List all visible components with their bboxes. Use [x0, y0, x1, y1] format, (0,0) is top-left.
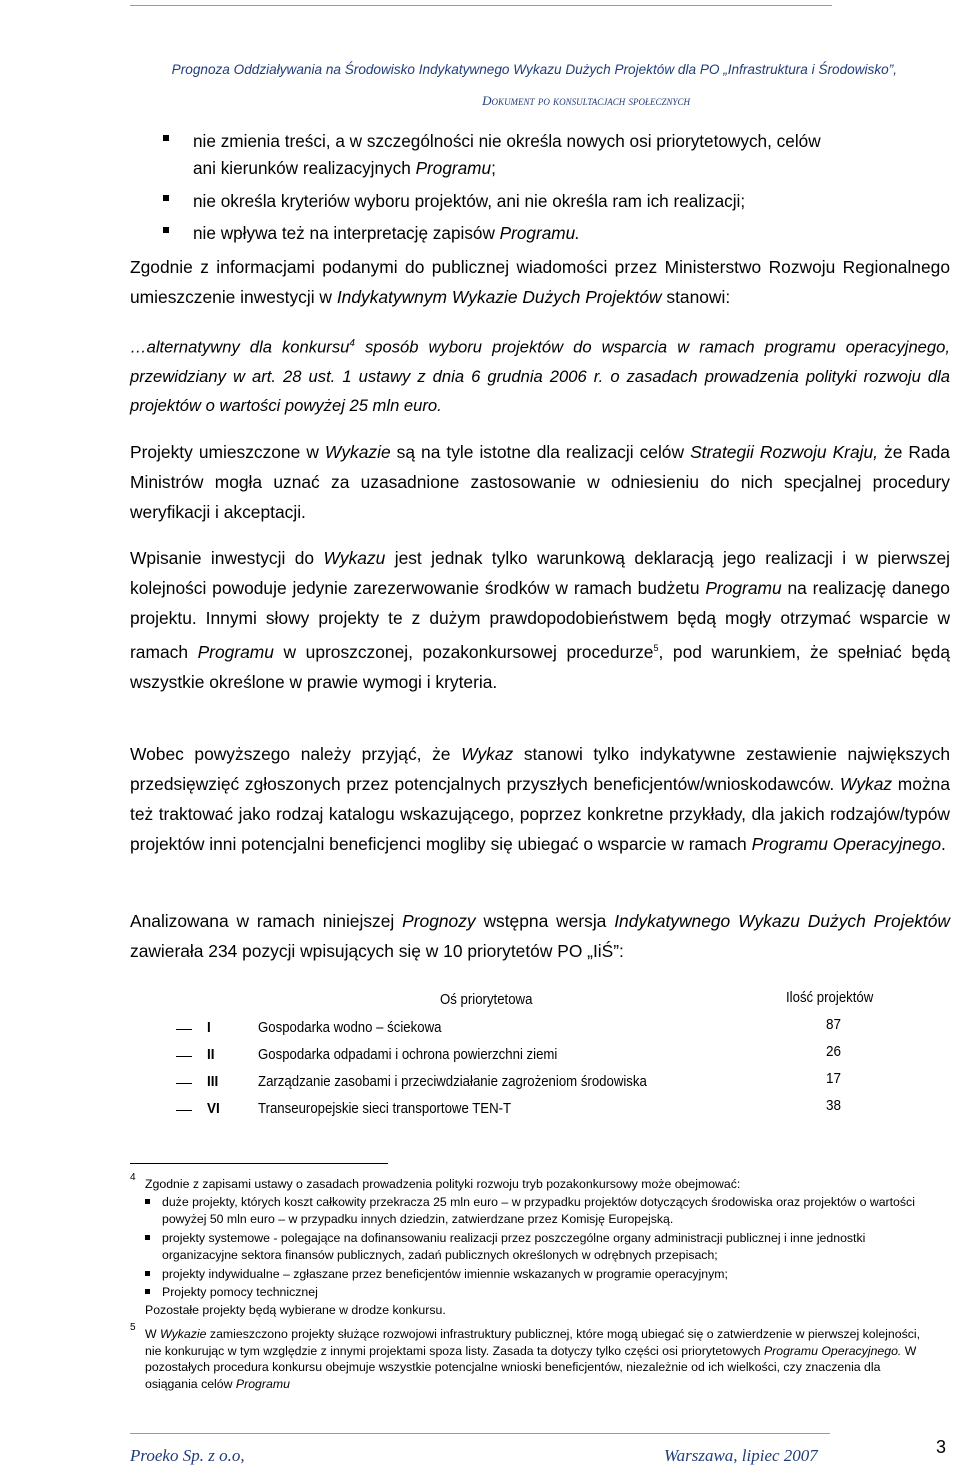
paragraph-2	[130, 437, 950, 527]
row-count: 26	[826, 1043, 842, 1060]
footnote-text: W	[145, 1327, 161, 1341]
footnote-bullet-text: projekty systemowe - polegające na dofinansowaniu realizacji przez poszczególne organy administracji publicznej i inne jednostki organizacyjne sektora finansów publicznych, zadań publicznych określonych w odrębnych przepisach;	[162, 1231, 866, 1262]
footnote-bullet-text: Projekty pomocy technicznej	[162, 1285, 318, 1299]
dash-icon	[176, 1083, 192, 1084]
paragraph-emphasis: Programu	[197, 641, 274, 662]
paragraph-1	[130, 252, 950, 312]
footnote-text: W pozostałych procedura konkursu obejmuje wszystkie potencjalne wnioski beneficjentów, niezależnie od ich wielkości, czy znaczenia dla osiągania celów	[145, 1343, 917, 1391]
footnote-emphasis: Wykazie	[160, 1327, 207, 1341]
paragraph-text: że Rada Ministrów mogła uznać za uzasadnione zastosowanie w odniesieniu do nich specjalnej procedury weryfikacji i akceptacji.	[130, 442, 950, 522]
row-number: III	[207, 1073, 219, 1090]
footnote-ref: 5	[653, 643, 659, 653]
paragraph-text: jest jednak tylko warunkową deklaracją jego realizacji i w pierwszej kolejności powoduje jedynie zarezerwowanie środków w ramach budżetu	[130, 548, 950, 598]
paragraph-text: na realizację danego projektu. Innymi słowy projekty te z dużym prawdopodobieństwem będą mogły otrzymać wsparcie w ramach	[130, 578, 950, 662]
paragraph-emphasis: Wykaz	[839, 774, 893, 794]
footnote-emphasis: Programu Operacyjnego.	[763, 1343, 902, 1358]
row-name: Gospodarka wodno – ściekowa	[258, 1019, 442, 1036]
row-count: 17	[826, 1070, 842, 1087]
footnote-bullet-text: projekty indywidualne – zgłaszane przez beneficjentów imiennie wskazanych w programie operacyjnym;	[162, 1267, 728, 1281]
paragraph-text: , pod warunkiem, że spełniać będą wszystkie określone w prawie wymogi i kryteria.	[130, 641, 951, 692]
header-title: Prognoza Oddziaływania na Środowisko Indykatywnego Wykazu Dużych Projektów dla PO „Infrastruktura i Środowisko”,	[171, 62, 897, 77]
paragraph-emphasis: Indykatywnym Wykazie Dużych Projektów	[336, 287, 662, 307]
paragraph-emphasis: Wykazie	[324, 442, 391, 462]
footnote-number: 4	[130, 1172, 136, 1183]
row-number: II	[207, 1046, 215, 1063]
header-rule	[130, 5, 832, 6]
bullet-text: nie określa kryteriów wyboru projektów, ani nie określa ram ich realizacji;	[193, 191, 746, 211]
paragraph-text: Analizowana w ramach niniejszej	[130, 911, 403, 931]
row-count: 87	[826, 1016, 842, 1033]
footnote-4-end: Pozostałe projekty będą wybierane w drodze konkursu.	[145, 1303, 446, 1317]
paragraph-emphasis: Indykatywnego Wykazu Dużych Projektów	[614, 911, 950, 931]
paragraph-text: stanowi tylko indykatywne zestawienie największych przedsięwzięć zgłoszonych przez potencjalnych przyszłych beneficjentów/wnioskodawców.	[130, 744, 950, 794]
footnote-emphasis: Programu	[235, 1376, 290, 1391]
paragraph-text: zawierała 234 pozycji wpisujących się w 10 priorytetów PO „IiŚ”:	[130, 941, 624, 961]
footnote-bullet-text: duże projekty, których koszt całkowity przekracza 25 mln euro – w przypadku projektów dotyczących środowiska oraz projektów o wartości powyżej 50 mln euro – w przypadku innych dziedzin, zatwierdzane przez Komisję Europejską.	[162, 1195, 915, 1226]
paragraph-text: można też traktować jako rodzaj katalogu wskazującego, poprzez konkretne przykłady, dla jakich rodzajów/typów projektów inni potencjalni beneficjenci mogliby się ubiegać o wsparcie w ramach	[130, 774, 950, 854]
quote-text: sposób wyboru projektów do wsparcia w ramach programu operacyjnego, przewidziany w art. 28 ust. 1 ustawy z dnia 6 grudnia 2006 r. o zasadach prowadzenia polityki rozwoju dla projektów o wartości powyżej 25 mln euro.	[130, 337, 950, 415]
dash-icon	[176, 1029, 192, 1030]
bullet-square-icon	[145, 1235, 150, 1240]
footer-company: Proeko Sp. z o.o,	[130, 1446, 245, 1465]
row-number: VI	[207, 1100, 220, 1117]
bullet-emphasis: Programu.	[499, 223, 580, 243]
paragraph-text: Projekty umieszczone w	[130, 442, 325, 462]
row-count: 38	[826, 1097, 842, 1114]
paragraph-emphasis: Strategii Rozwoju Kraju,	[690, 442, 879, 462]
bullet-text: ani kierunków realizacyjnych	[193, 158, 416, 178]
paragraph-text: Wpisanie inwestycji do	[130, 548, 324, 568]
paragraph-text: wstępna wersja	[475, 911, 615, 931]
bullet-square-icon	[163, 135, 169, 141]
footer-rule	[130, 1433, 830, 1434]
footnote-5	[145, 1326, 935, 1392]
paragraph-emphasis: Wykaz	[461, 744, 514, 764]
bullet-square-icon	[145, 1271, 150, 1276]
paragraph-text: stanowi:	[661, 287, 731, 307]
bullet-text: nie wpływa też na interpretację zapisów	[193, 223, 500, 243]
footnote-number: 5	[130, 1322, 136, 1333]
paragraph-text: są na tyle istotne dla realizacji celów	[390, 442, 691, 462]
header-subtitle: Dokument po konsultacjach społecznych	[482, 93, 690, 108]
row-name: Zarządzanie zasobami i przeciwdziałanie zagrożeniom środowiska	[258, 1073, 647, 1090]
bullet-square-icon	[163, 227, 169, 233]
quote-block	[130, 329, 950, 420]
paragraph-text: Zgodnie z informacjami podanymi do publicznej wiadomości przez Ministerstwo Rozwoju Regionalnego umieszczenie inwestycji w	[130, 257, 950, 307]
bullet-text: nie zmienia treści, a w szczególności nie określa nowych osi priorytetowych, celów	[193, 131, 821, 151]
row-number: I	[207, 1019, 211, 1036]
paragraph-emphasis: Programu Operacyjnego	[751, 834, 942, 854]
paragraph-emphasis: Prognozy	[402, 911, 476, 931]
bullet-text: ;	[491, 158, 496, 178]
quote-text: …alternatywny dla konkursu	[130, 337, 350, 357]
bullet-square-icon	[145, 1289, 150, 1294]
bullet-emphasis: Programu	[415, 158, 492, 178]
dash-icon	[176, 1110, 192, 1111]
paragraph-text: Wobec powyższego należy przyjąć, że	[130, 744, 462, 764]
paragraph-5	[130, 906, 950, 966]
row-name: Gospodarka odpadami i ochrona powierzchni ziemi	[258, 1046, 558, 1063]
footnote-rule	[130, 1163, 388, 1164]
footnote-text: zamieszczono projekty służące rozwojowi infrastruktury publicznej, które mogą ubiegać się o zatwierdzenie w pierwszej kolejności, nie konkurując w tym względzie z innymi projektami spoza listy. Zasada ta dotyczy tylko części osi priorytetowych	[145, 1327, 921, 1358]
paragraph-3	[130, 543, 950, 697]
paragraph-text: .	[941, 834, 946, 854]
bullet-square-icon	[145, 1199, 150, 1204]
paragraph-emphasis: Programu	[705, 578, 782, 598]
table-header-count: Ilość projektów	[786, 989, 874, 1006]
page-number: 3	[936, 1437, 947, 1457]
row-name: Transeuropejskie sieci transportowe TEN-T	[258, 1100, 512, 1117]
paragraph-4	[130, 739, 950, 859]
footer-date: Warszawa, lipiec 2007	[664, 1446, 818, 1465]
footnote-ref: 4	[349, 338, 355, 349]
bullet-square-icon	[163, 195, 169, 201]
dash-icon	[176, 1056, 192, 1057]
paragraph-emphasis: Wykazu	[323, 548, 386, 568]
table-header-axis: Oś priorytetowa	[440, 991, 533, 1008]
footnote-4-intro: Zgodnie z zapisami ustawy o zasadach prowadzenia polityki rozwoju tryb pozakonkursowy może obejmować:	[145, 1177, 741, 1191]
paragraph-text: w uproszczonej, pozakonkursowej procedurze	[273, 641, 654, 662]
